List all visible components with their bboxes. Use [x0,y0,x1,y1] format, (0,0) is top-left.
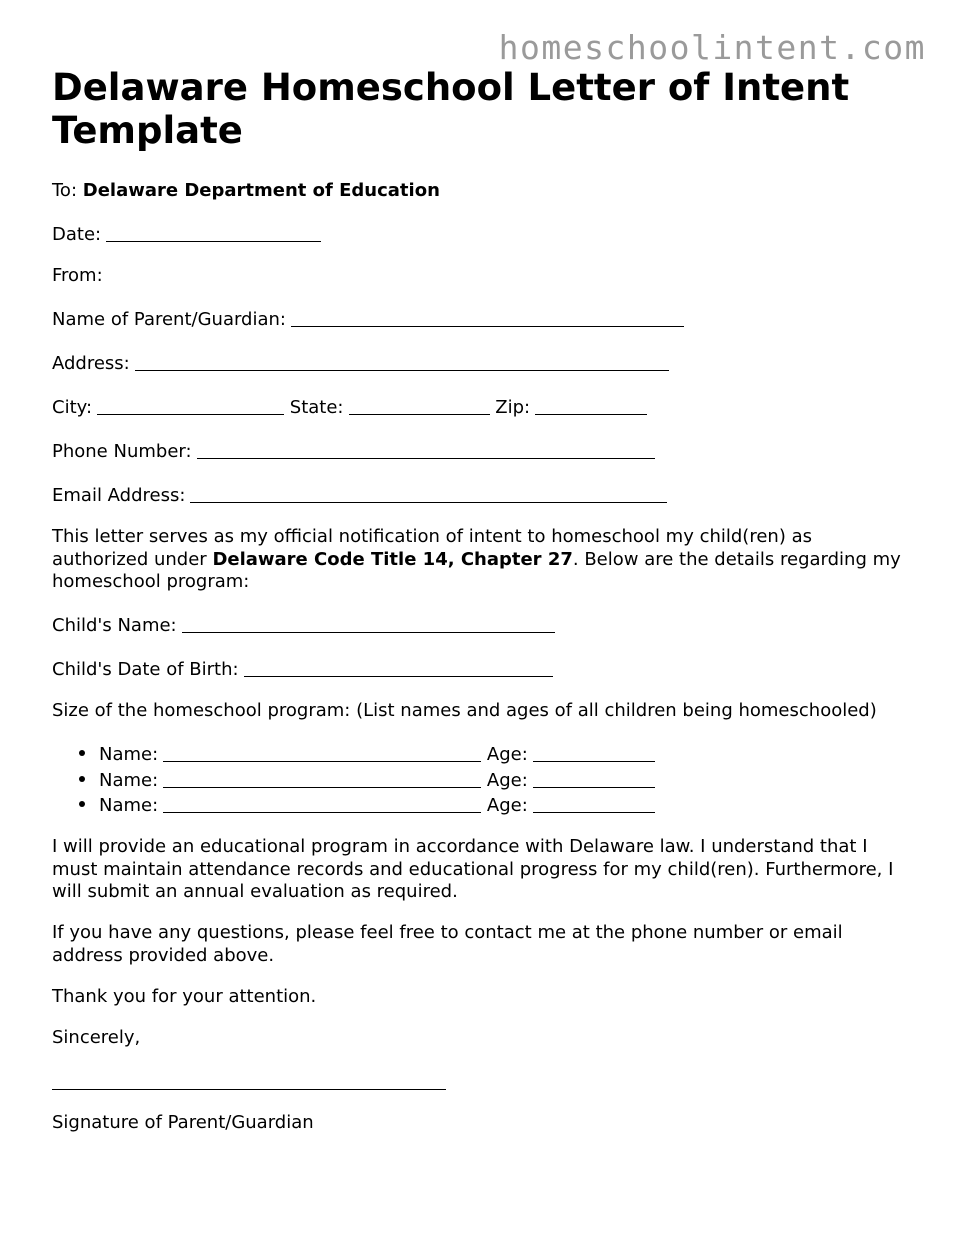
email-blank[interactable] [190,484,667,503]
city-label: City: [52,397,93,418]
child-age-label: Age: [486,795,528,816]
phone-blank[interactable] [197,440,655,459]
commitment-paragraph: I will provide an educational program in accordance with Delaware law. I understand that I must maintain attendance records and educational progress for my child(ren). Furthermore, I will submit an annual evaluation as required. [52,836,894,902]
address-label: Address: [52,353,130,374]
intro-paragraph [52,526,912,594]
parent-name-label: Name of Parent/Guardian: [52,309,286,330]
letter-page [52,66,912,1135]
child-name-label: Child's Name: [52,615,177,636]
signature-line[interactable] [52,1089,446,1090]
date-line [52,221,912,247]
closing-line: Sincerely, [52,1026,141,1048]
child-name-blank[interactable] [163,769,481,788]
child-name-line [52,612,912,638]
zip-label: Zip: [495,397,531,418]
child-name-label: Name: [99,744,159,765]
to-label: To: [52,180,78,201]
site-watermark: homeschoolintent.com [498,28,926,67]
child-dob-label: Child's Date of Birth: [52,659,239,680]
child-name-blank[interactable] [163,794,481,813]
page-title: Delaware Homeschool Letter of Intent Template [52,66,850,152]
phone-line [52,438,912,464]
thanks-line: Thank you for your attention. [52,985,317,1007]
address-blank[interactable] [135,352,669,371]
list-item [99,741,912,767]
child-age-label: Age: [486,769,528,791]
child-age-label: Age: [486,744,528,765]
list-item [99,767,912,793]
to-recipient: Delaware Department of Education [82,180,440,201]
state-blank[interactable] [349,396,490,415]
list-item [99,792,912,818]
signature-label: Signature of Parent/Guardian [52,1112,314,1133]
date-label: Date: [52,224,102,245]
to-line [52,180,912,203]
address-line [52,350,912,376]
program-size-text: Size of the homeschool program: (List names and ages of all children being homeschooled) [52,700,877,721]
city-state-zip-line [52,394,912,420]
date-blank[interactable] [106,223,321,242]
child-name-blank[interactable] [182,614,555,633]
questions-paragraph: If you have any questions, please feel free to contact me at the phone number or email address provided above. [52,922,843,966]
children-list [52,741,912,818]
child-name-blank[interactable] [163,743,481,762]
child-age-blank[interactable] [533,743,655,762]
child-name-label: Name: [99,795,159,816]
city-blank[interactable] [97,396,284,415]
intro-text-2: . Below are the details regarding my homeschool program: [52,548,901,592]
state-label: State: [289,397,344,418]
child-age-blank[interactable] [533,769,655,788]
email-label: Email Address: [52,485,186,506]
child-dob-line [52,656,912,682]
parent-name-line [52,306,912,332]
phone-label: Phone Number: [52,441,192,462]
child-name-label: Name: [99,769,159,791]
child-dob-blank[interactable] [244,658,553,677]
delaware-code-reference: Delaware Code Title 14, Chapter 27 [212,548,573,570]
from-label: From: [52,265,103,286]
intro-text-1: This letter serves as my official notification of intent to homeschool my child(ren) as authorized under [52,526,812,570]
zip-blank[interactable] [535,396,647,415]
child-age-blank[interactable] [533,794,655,813]
email-line [52,482,912,508]
from-line [52,265,912,288]
parent-name-blank[interactable] [291,308,684,327]
